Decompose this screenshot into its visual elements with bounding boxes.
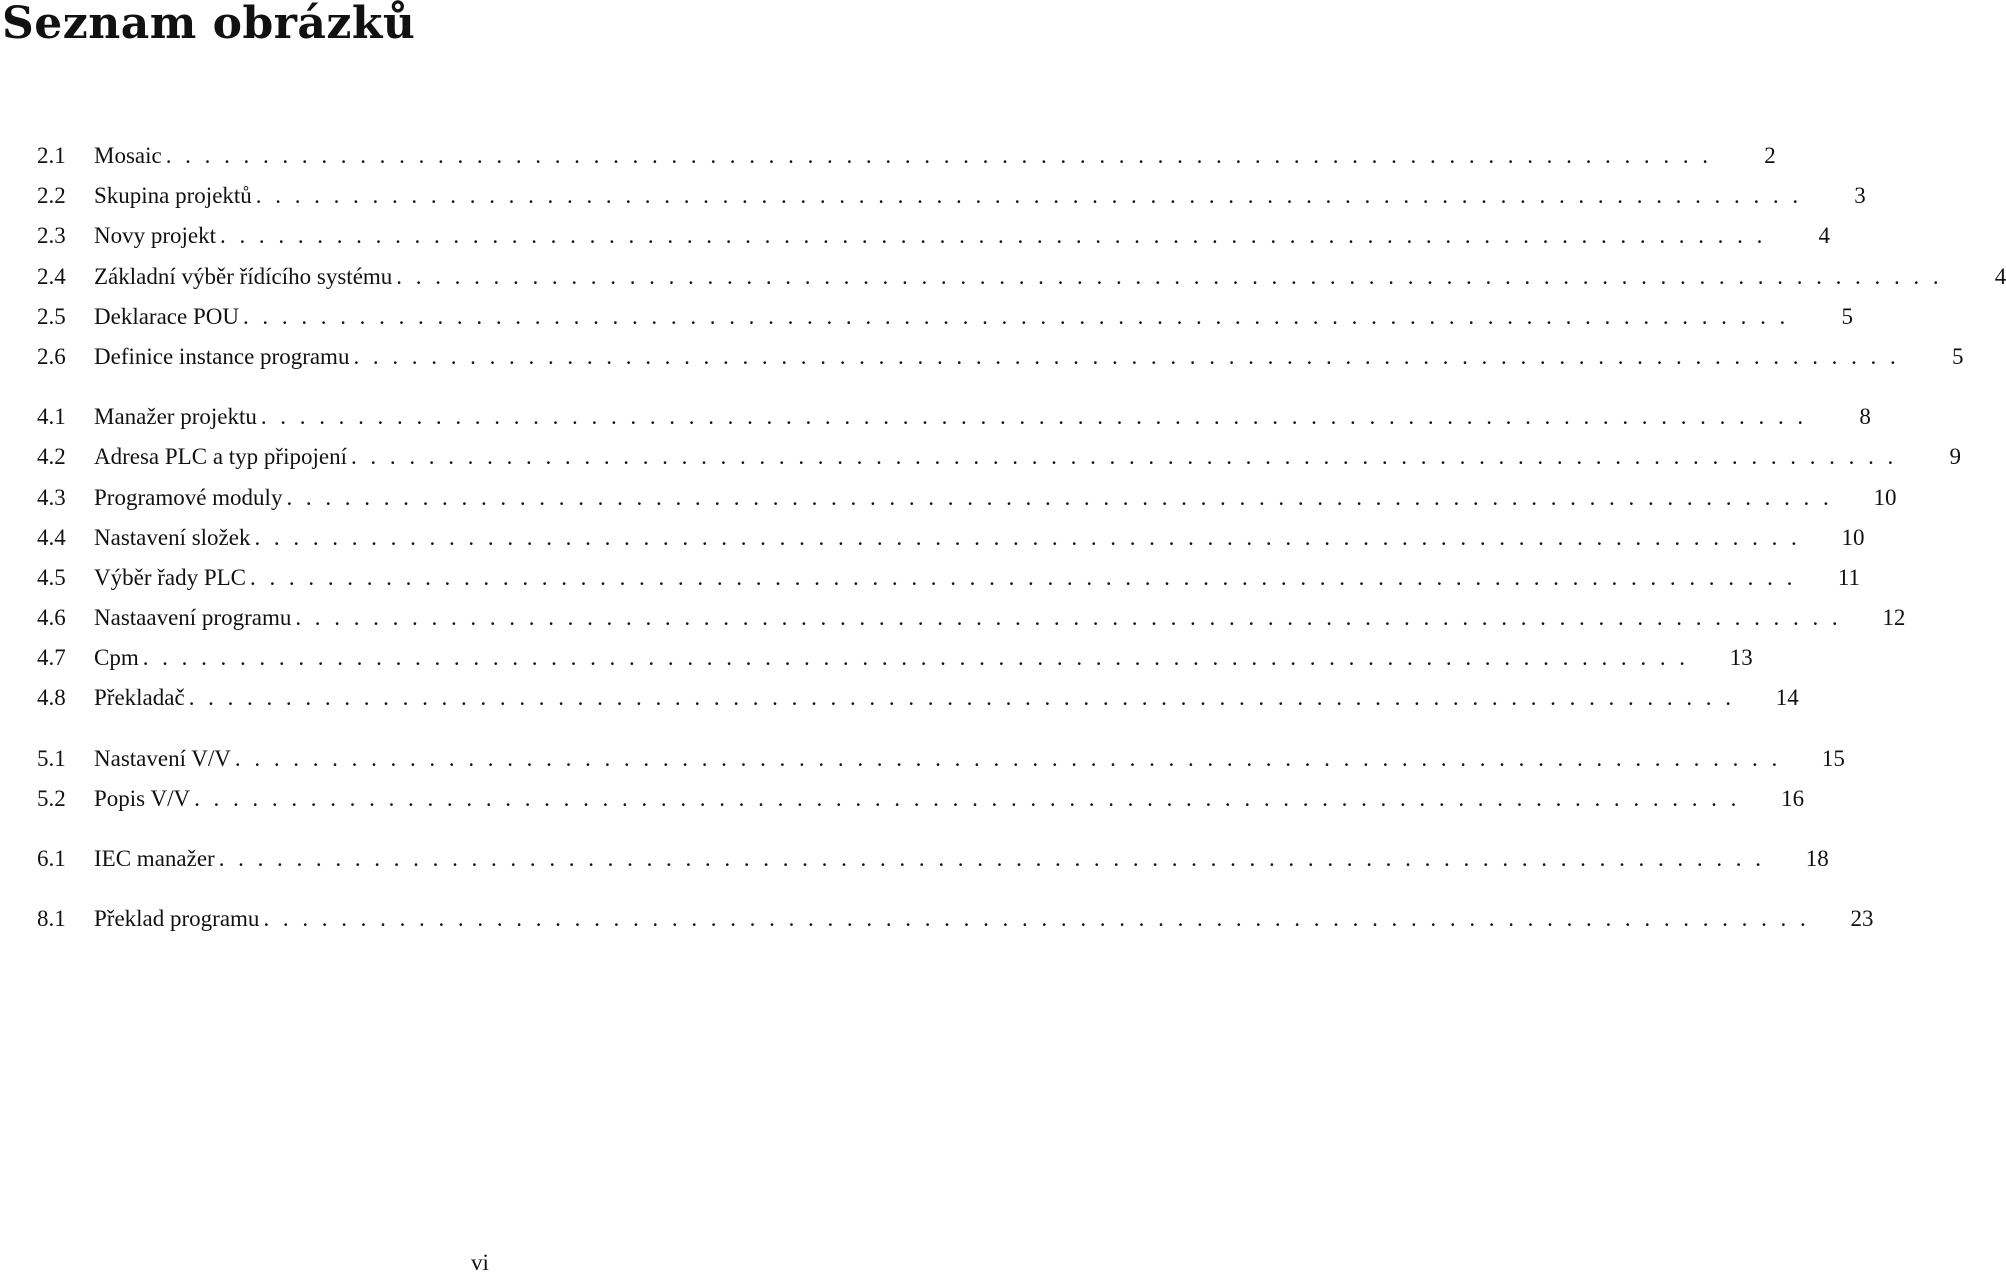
toc-entry-label: Nastavení V/V [94,745,231,771]
toc-entry-number: 2.6 [37,343,66,369]
toc-entry-number: 4.4 [37,524,66,550]
toc-entry[interactable] [37,337,1964,377]
toc-entry-page: 9 [1949,444,1961,470]
toc-entry[interactable] [37,136,1776,176]
toc-entry-number: 2.4 [37,263,66,289]
toc-entry-label: Výběr řady PLC [94,564,247,590]
dot-leader: ................................................................................ [142,645,1699,671]
toc-entry-number: 4.1 [37,404,66,430]
list-of-figures [37,136,2006,959]
dot-leader: ................................................................................ [165,143,1722,168]
toc-entry-number: 5.2 [37,785,66,811]
page-title: Seznam obrázků [2,0,416,49]
toc-entry-page: 23 [1850,906,1874,932]
dot-leader: ................................................................................ [220,223,1777,249]
toc-entry[interactable] [37,558,1861,598]
toc-entry-label: Programové moduly [94,484,283,510]
toc-entry-number: 2.2 [37,183,66,209]
toc-entry-label: Překlad programu [94,906,260,932]
dot-leader: ................................................................................ [218,846,1775,871]
dot-leader: ................................................................................ [353,343,1910,369]
toc-entry[interactable] [37,297,1853,337]
toc-entry-page: 15 [1821,745,1845,771]
dot-leader: ................................................................................ [188,685,1745,711]
toc-entry-page: 18 [1805,846,1829,871]
dot-leader: ................................................................................ [260,404,1817,430]
toc-entry[interactable] [37,397,1871,437]
toc-entry-page: 4 [1994,263,2006,289]
toc-entry-label: Překladač [94,685,185,711]
toc-entry[interactable] [37,257,2006,297]
toc-entry-number: 2.5 [37,303,66,329]
dot-leader: ................................................................................ [286,484,1843,510]
toc-entry-number: 4.2 [37,444,66,470]
toc-entry-label: Skupina projektů [94,183,252,209]
toc-entry-page: 10 [1841,524,1865,550]
toc-entry-label: IEC manažer [94,846,215,871]
toc-entry-number: 4.7 [37,645,66,671]
toc-entry-number: 2.1 [37,143,66,168]
toc-entry-page: 12 [1882,605,1906,631]
toc-entry-label: Definice instance programu [94,343,350,369]
toc-entry-page: 16 [1781,785,1805,811]
toc-entry[interactable] [37,779,1805,819]
toc-entry-label: Nastaavení programu [94,605,292,631]
toc-entry[interactable] [37,437,1961,477]
toc-entry-page: 5 [1951,343,1964,369]
dot-leader: ................................................................................ [234,745,1791,771]
dot-leader: ................................................................................ [194,785,1751,811]
toc-entry-number: 6.1 [37,846,66,871]
toc-entry[interactable] [37,176,1866,216]
dot-leader: ................................................................................ [250,564,1807,590]
toc-entry[interactable] [37,638,1753,678]
toc-entry-label: Deklarace POU [94,303,239,329]
toc-entry-page: 13 [1729,645,1753,671]
toc-entry-number: 5.1 [37,745,66,771]
toc-entry-page: 3 [1854,183,1866,209]
dot-leader: ................................................................................ [350,444,1907,470]
toc-entry-page: 4 [1818,223,1831,249]
toc-entry-number: 4.8 [37,685,66,711]
toc-entry-page: 5 [1841,303,1853,329]
toc-entry-label: Mosaic [94,143,162,168]
toc-entry-page: 2 [1764,143,1776,168]
toc-entry[interactable] [37,839,1829,879]
toc-entry-label: Adresa PLC a typ připojení [94,444,347,470]
toc-entry[interactable] [37,678,1799,718]
toc-entry-label: Cpm [94,645,139,671]
toc-entry[interactable] [37,518,1865,558]
toc-group-chapter-5 [37,739,1845,819]
toc-entry-label: Novy projekt [94,223,217,249]
toc-entry-label: Nastavení složek [94,524,251,550]
toc-entry[interactable] [37,739,1845,779]
toc-entry-label: Základní výběr řídícího systému [94,263,393,289]
toc-entry-number: 4.5 [37,564,66,590]
toc-entry-page: 14 [1775,685,1799,711]
toc-entry-label: Popis V/V [94,785,191,811]
toc-entry[interactable] [37,598,1906,638]
toc-entry-page: 11 [1837,564,1861,590]
toc-entry-number: 4.3 [37,484,66,510]
toc-entry[interactable] [37,216,1831,256]
toc-group-chapter-2 [37,136,2006,377]
dot-leader: ................................................................................ [396,263,1953,289]
page-number: vi [471,1250,489,1275]
dot-leader: ................................................................................ [295,605,1852,631]
toc-group-chapter-8 [37,899,1874,939]
toc-entry-number: 2.3 [37,223,66,249]
dot-leader: ................................................................................ [255,183,1812,209]
toc-entry[interactable] [37,478,1897,518]
toc-entry-number: 4.6 [37,605,66,631]
toc-group-chapter-6 [37,839,1829,879]
dot-leader: ................................................................................ [254,524,1811,550]
dot-leader: ................................................................................ [242,303,1799,329]
toc-entry-page: 10 [1873,484,1897,510]
toc-entry-label: Manažer projektu [94,404,257,430]
dot-leader: ................................................................................ [263,906,1820,932]
toc-entry[interactable] [37,899,1874,939]
toc-group-chapter-4 [37,397,1961,719]
toc-entry-number: 8.1 [37,906,66,932]
toc-entry-page: 8 [1859,404,1871,430]
